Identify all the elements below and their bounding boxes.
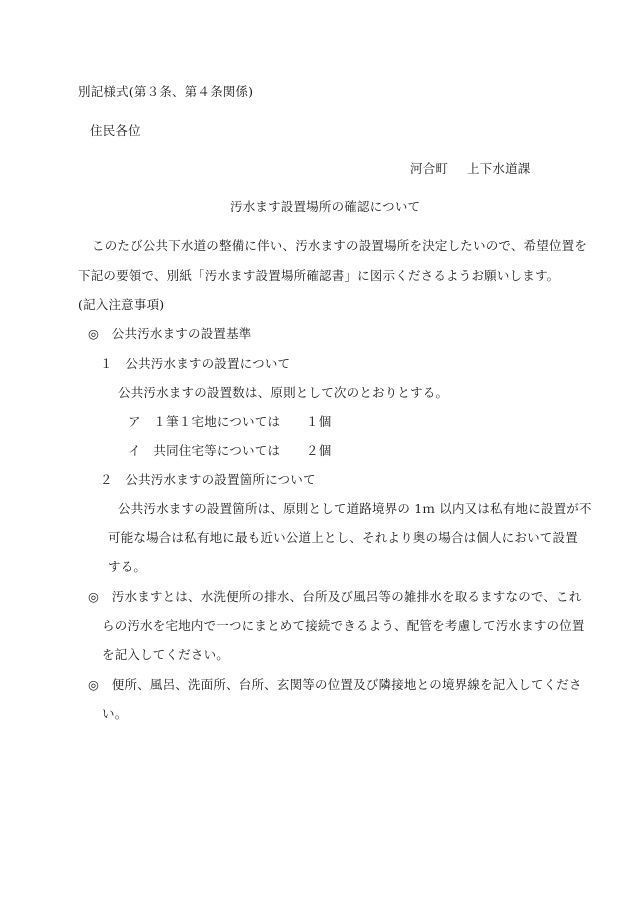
intro-line-1: このたび公共下水道の整備に伴い、汚水ますの設置場所を決定したいので、希望位置を	[92, 238, 588, 253]
document-title: 汚水ます設置場所の確認について	[230, 199, 421, 214]
item-1-sub-a-value: １個	[306, 414, 332, 429]
item-2-line-1: 公共汚水ますの設置箇所は、原則として道路境界の 1ｍ 以内又は私有地に設置が不	[118, 501, 592, 516]
addressee: 住民各位	[90, 123, 141, 138]
sender-town: 河合町	[410, 161, 449, 176]
item-1-text: 公共汚水ますの設置数は、原則として次のとおりとする。	[118, 385, 449, 400]
notes-heading: (記入注意事項)	[78, 297, 165, 312]
section-3-line-2: い。	[102, 706, 128, 721]
item-2-line-3: する。	[108, 559, 147, 574]
item-1-sub-a-label: ア １筆１宅地については	[128, 414, 281, 429]
item-1-sub-b-value: ２個	[306, 443, 332, 458]
section-1-heading: ◎ 公共汚水ますの設置基準	[88, 326, 252, 341]
section-2-line-1: ◎ 汚水ますとは、水洗便所の排水、台所及び風呂等の雑排水を取るますなので、これ	[88, 589, 582, 604]
form-label: 別記様式(第３条、第４条関係)	[78, 84, 254, 99]
item-1-sub-b-label: イ 共同住宅等については	[128, 443, 281, 458]
item-1-title: １ 公共汚水ますの設置について	[100, 356, 291, 371]
intro-line-2: 下記の要領で、別紙「汚水ます設置場所確認書」に図示くださるようお願いします。	[78, 268, 560, 283]
item-2-line-2: 可能な場合は私有地に最も近い公道上とし、それより奥の場合は個人において設置	[108, 530, 578, 545]
section-3-line-1: ◎ 便所、風呂、洗面所、台所、玄関等の位置及び隣接地との境界線を記入してくださ	[88, 677, 582, 692]
item-2-title: ２ 公共汚水ますの設置箇所について	[100, 472, 316, 487]
section-2-line-2: らの汚水を宅地内で一つにまとめて接続できるよう、配管を考慮して汚水ますの位置	[102, 618, 585, 633]
section-2-line-3: を記入してください。	[102, 647, 230, 662]
sender-dept: 上下水道課	[467, 161, 531, 176]
